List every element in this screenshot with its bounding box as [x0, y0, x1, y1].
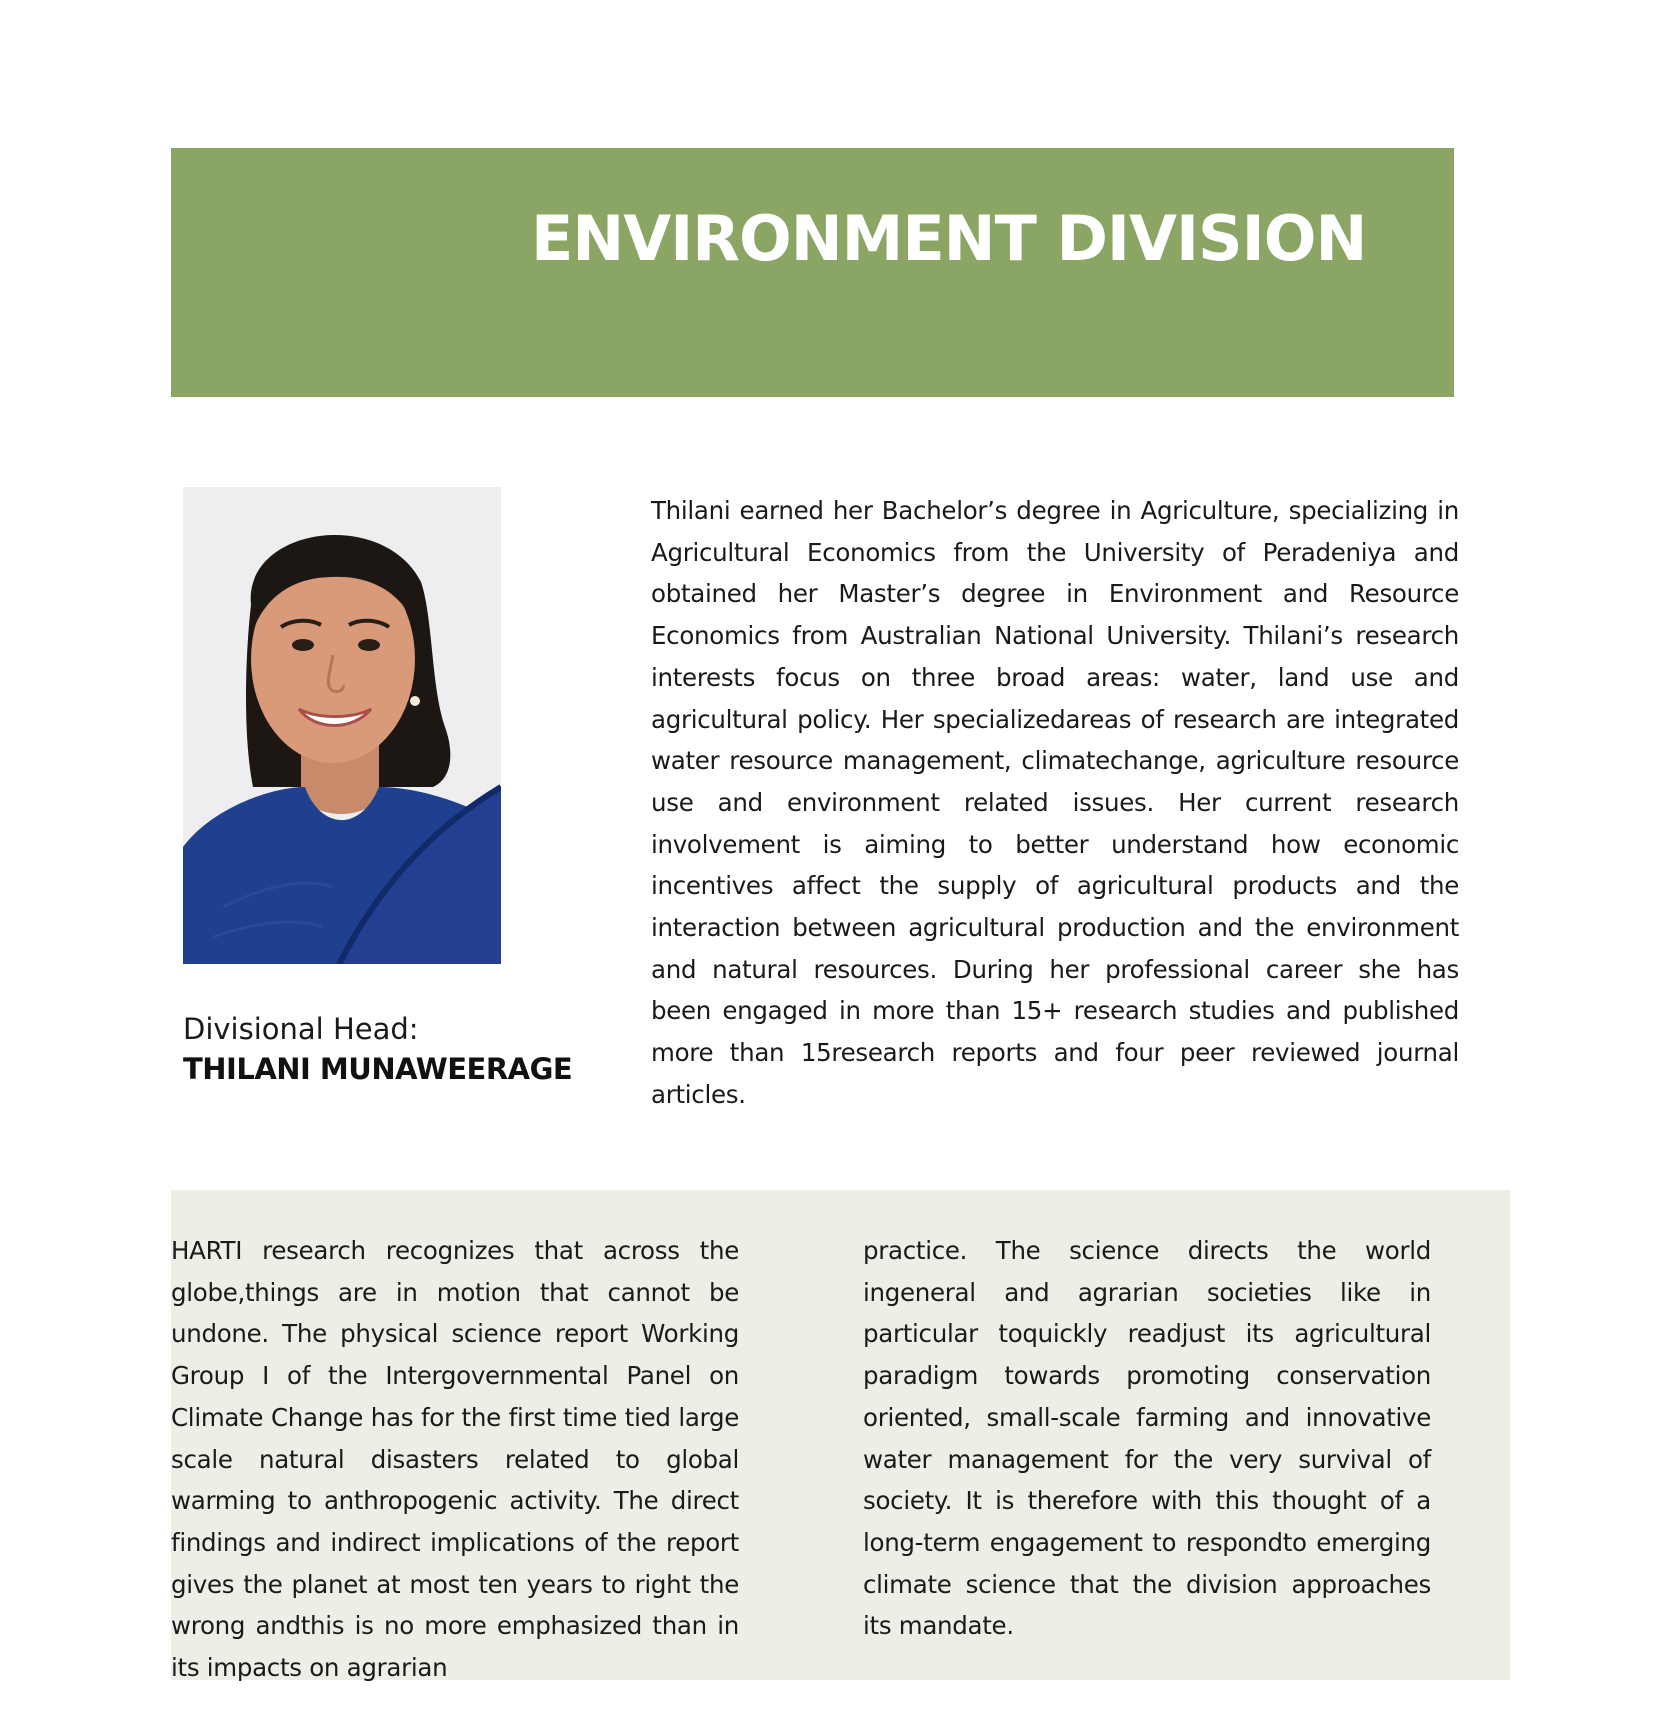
description-right-column: practice. The science directs the world ingeneral and agrarian societies like in particular toquickly readjust its agricultural paradigm towards promoting conservation oriented, small-scale farming and innovative water management for the very survival of society. It is therefore with this thought of a long-term engagement to respondto emerging climate science that the division approaches its mandate. [863, 1236, 1431, 1641]
page-title: ENVIRONMENT DIVISION [531, 202, 1367, 275]
description-left-column: HARTI research recognizes that across the globe,things are in motion that cannot be undone. The physical science report Working Group I of the Intergovernmental Panel on Climate Change has for the first time tied large scale natural disasters related to global warming to anthropogenic activity. The direct findings and indirect implications of the report gives the planet at most ten years to right the wrong andthis is no more emphasized than in its impacts on agrarian [171, 1236, 739, 1683]
divisional-head-photo [183, 487, 501, 964]
division-banner [171, 148, 1454, 397]
divisional-head-label: Divisional Head: [183, 1012, 419, 1046]
bio-paragraph: Thilani earned her Bachelor’s degree in Agriculture, specializing in Agricultural Economics from the University of Peradeniya and obtained her Master’s degree in Environment and Resource Economics from Australian National University. Thilani’s research interests focus on three broad areas: water, land use and agricultural policy. Her specializedareas of research are integrated water resource management, climatechange, agriculture resource use and environment related issues. Her current research involvement is aiming to better understand how economic incentives affect the supply of agricultural products and the interaction between agricultural production and the environment and natural resources. During her professional career she has been engaged in more than 15+ research studies and published more than 15research reports and four peer reviewed journal articles. [651, 496, 1459, 1109]
divisional-head-name: THILANI MUNAWEERAGE [183, 1052, 573, 1086]
